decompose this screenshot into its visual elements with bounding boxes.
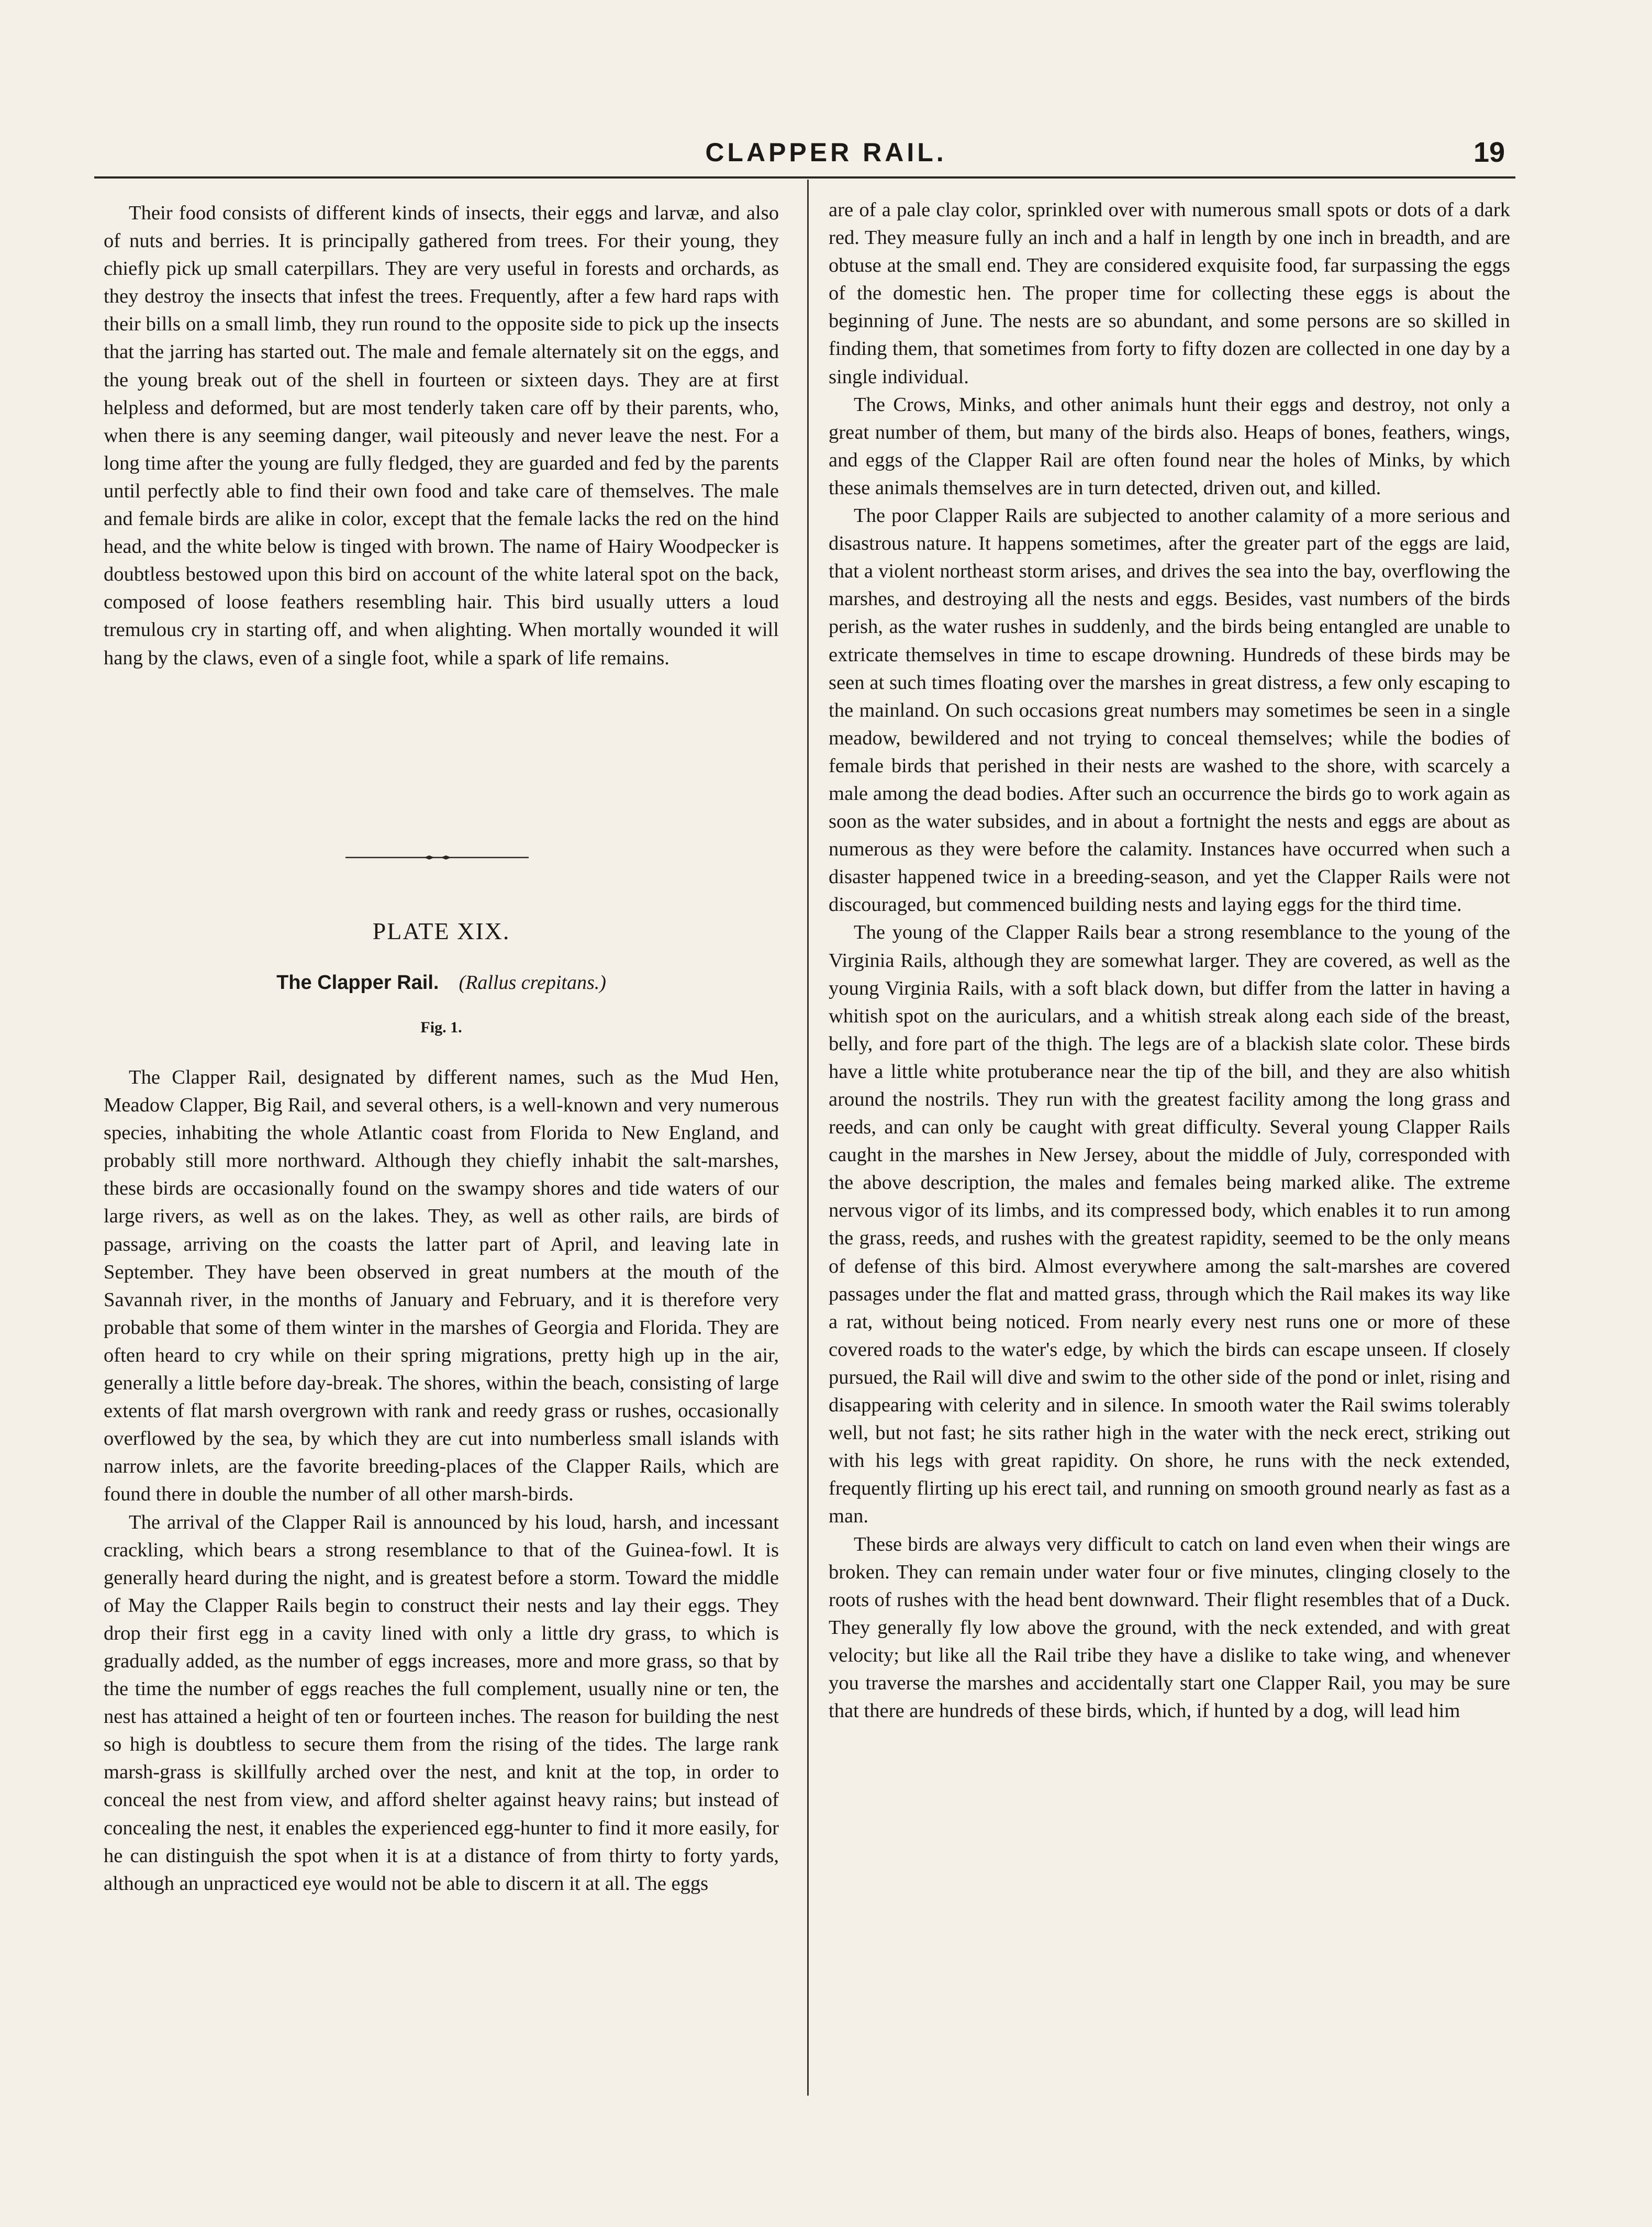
article-paragraph: The poor Clapper Rails are subjected to another calamity of a more serious and disastrous nature. It happens sometimes, after the greater part of the eggs are laid, that a violent northeast storm arises, and drives the sea into the bay, overflowing the marshes, and destroying all the nests and eggs. Besides, vast numbers of the birds perish, as the water rushes in suddenly, and the birds being entangled are unable to extricate themselves in time to escape drowning. Hundreds of these birds may be seen at such times floating over the marshes in great distress, a few only escaping to the mainland. On such occasions great numbers may sometimes be seen in a single meadow, bewildered and not trying to conceal themselves; while the bodies of female birds that perished in their nests are washed to the shore, with scarcely a male among the dead bodies. After such an occurrence the birds go to work again as soon as the water subsides, and in about a fortnight the nests and eggs are about as numerous as they were before the calamity. Instances have occurred when such a disaster happened twice in a breeding-season, and yet the Clapper Rails were not discouraged, but commenced building nests and laying eggs for the third time. xyxy=(829,505,1510,916)
section-ornament xyxy=(345,854,529,861)
left-column-top xyxy=(104,199,779,672)
right-column-article xyxy=(829,196,1510,1725)
article-paragraph: These birds are always very difficult to catch on land even when their wings are broken. They can remain under water four or five minutes, clinging closely to the roots of rushes with the head bent downward. Their flight resembles that of a Duck. They generally fly low above the ground, with the neck extended, and with great velocity; but like all the Rail tribe they have a dislike to take wing, and whenever you traverse the marshes and accidentally start one Clapper Rail, you may be sure that there are hundreds of these birds, which, if hunted by a dog, will lead him xyxy=(829,1533,1510,1722)
header-rule xyxy=(94,176,1515,179)
article-paragraph: The Clapper Rail, designated by different names, such as the Mud Hen, Meadow Clapper, Big Rail, and several others, is a well-known and very numerous species, inhabiting the whole Atlantic coast from Florida to New England, and probably still more northward. Although they chiefly inhabit the salt-marshes, these birds are occasionally found on the swampy shores and tide waters of our large rivers, as well as on the lakes. They, as well as other rails, are birds of passage, arriving on the coasts the latter part of April, and leaving late in September. They have been observed in great numbers at the mouth of the Savannah river, in the months of January and February, and it is therefore very probable that some of them winter in the marshes of Georgia and Florida. They are often heard to cry while on their spring migrations, pretty high up in the air, generally a little before day-break. The shores, within the beach, consisting of large extents of flat marsh overgrown with rank and reedy grass or rushes, occasionally overflowed by the sea, by which they are cut into numberless small islands with narrow inlets, are the favorite breeding-places of the Clapper Rails, which are found there in double the number of all other marsh-birds. xyxy=(104,1066,779,1506)
column-divider xyxy=(807,180,809,2096)
species-heading xyxy=(104,971,779,994)
species-common-name: The Clapper Rail. xyxy=(276,972,439,994)
species-latin-name: (Rallus crepitans.) xyxy=(459,972,606,994)
article-paragraph: The arrival of the Clapper Rail is announced by his loud, harsh, and incessant crackling, which bears a strong resemblance to that of the Guinea-fowl. It is generally heard during the night, and is greatest before a storm. Toward the middle of May the Clapper Rails begin to construct their nests and lay their eggs. They drop their first egg in a cavity lined with only a little dry grass, to which is gradually added, as the number of eggs increases, more and more grass, so that by the time the number of eggs reaches the full complement, usually nine or ten, the nest has attained a height of ten or fourteen inches. The reason for building the nest so high is doubtless to secure them from the rising of the tides. The large rank marsh-grass is skillfully arched over the nest, and knit at the top, in order to conceal the nest from view, and afford shelter against heavy rains; but instead of concealing the nest, it enables the experienced egg-hunter to find it more easily, for he can distinguish the spot when it is at a distance of from thirty to forty yards, although an unpracticed eye would not be able to discern it at all. The eggs xyxy=(104,1511,779,1895)
figure-label: Fig. 1. xyxy=(420,1019,462,1036)
woodpecker-paragraph: Their food consists of different kinds of insects, their eggs and larvæ, and also of nuts and berries. It is principally gathered from trees. For their young, they chiefly pick up small caterpillars. They are very useful in forests and orchards, as they destroy the insects that infest the trees. Frequently, after a few hard raps with their bills on a small limb, they run round to the opposite side to pick up the insects that the jarring has started out. The male and female alternately sit on the eggs, and the young break out of the shell in fourteen or sixteen days. They are at first helpless and deformed, but are most tenderly taken care off by their parents, who, when there is any seeming danger, wail piteously and never leave the nest. For a long time after the young are fully fledged, they are guarded and fed by the parents until perfectly able to find their own food and take care of themselves. The male and female birds are alike in color, except that the female lacks the red on the hind head, and the white below is tinged with brown. The name of Hairy Woodpecker is doubtless bestowed upon this bird on account of the white lateral spot on the back, composed of loose feathers resembling hair. This bird usually utters a loud tremulous cry in starting off, and when alighting. When mortally wounded it will hang by the claws, even of a single foot, while a spark of life remains. xyxy=(104,202,779,669)
article-paragraph: The young of the Clapper Rails bear a strong resemblance to the young of the Virginia Rails, although they are somewhat larger. They are covered, as well as the young Virginia Rails, with a soft black down, but differ from the latter in having a whitish spot on the auriculars, and a whitish streak along each side of the breast, belly, and fore part of the thigh. The legs are of a blackish slate color. These birds have a little white protuberance near the tip of the bill, and they are also whitish around the nostrils. They run with the greatest facility among the long grass and reeds, and can only be caught with great difficulty. Several young Clapper Rails caught in the marshes in New Jersey, about the middle of July, corresponded with the above description, the males and females being marked alike. The extreme nervous vigor of its limbs, and its compressed body, which enables it to run among the grass, reeds, and rushes with the greatest rapidity, seemed to be the only means of defense of this bird. Almost everywhere among the salt-marshes are covered passages under the flat and matted grass, through which the Rail makes its way like a rat, without being noticed. From nearly every nest runs one or more of these covered roads to the water's edge, by which the birds can escape unseen. If closely pursued, the Rail will dive and swim to the other side of the pond or inlet, rising and disappearing with celerity and in silence. In smooth water the Rail swims tolerably well, but not fast; he sits rather high in the water with the neck erect, striking out with his legs with great rapidity. On shore, he runs with the neck extended, frequently flirting up his erect tail, and running on smooth ground nearly as fast as a man. xyxy=(829,921,1510,1528)
page-number: 19 xyxy=(1474,137,1505,168)
article-paragraph: are of a pale clay color, sprinkled over with numerous small spots or dots of a dark red. They measure fully an inch and a half in length by one inch in breadth, and are obtuse at the small end. They are considered exquisite food, far surpassing the eggs of the domestic hen. The proper time for collecting these eggs is about the beginning of June. The nests are so abundant, and some persons are so skilled in finding them, that sometimes from forty to fifty dozen are collected in one day by a single individual. xyxy=(829,199,1510,388)
article-paragraph: The Crows, Minks, and other animals hunt their eggs and destroy, not only a great number of them, but many of the birds also. Heaps of bones, feathers, wings, and eggs of the Clapper Rail are often found near the holes of Minks, by which these animals themselves are in turn detected, driven out, and killed. xyxy=(829,393,1510,499)
left-column-article xyxy=(104,1064,779,1898)
plate-title: PLATE XIX. xyxy=(372,918,510,944)
running-header-title: CLAPPER RAIL. xyxy=(705,138,947,167)
